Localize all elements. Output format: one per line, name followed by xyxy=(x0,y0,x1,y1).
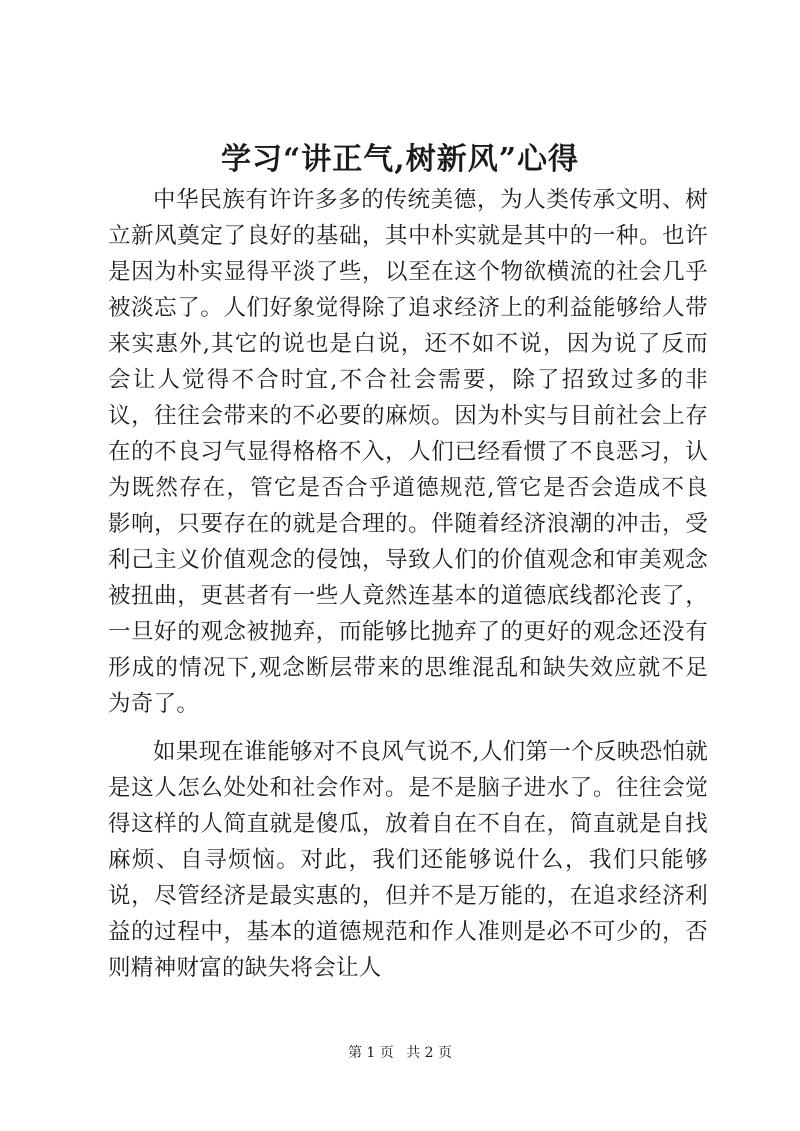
page-footer xyxy=(0,1043,800,1063)
document-body xyxy=(108,182,708,986)
paragraph-2: 如果现在谁能够对不良风气说不,人们第一个反映恐怕就是这人怎么处处和社会作对。是不是脑子进水了。往往会觉得这样的人简直就是傻瓜，放着自在不自在，简直就是自找麻烦、自寻烦恼。对此，我们还能够说什么，我们只能够说，尽管经济是最实惠的，但并不是万能的，在追求经济利益的过程中，基本的道德规范和作人准则是必不可少的，否则精神财富的缺失将会让人 xyxy=(108,739,708,981)
page-number: 第 1 页 xyxy=(347,1045,394,1061)
page-count: 共 2 页 xyxy=(406,1045,453,1061)
document-title: 学习“讲正气,树新风”心得 xyxy=(221,142,579,177)
paragraph-1: 中华民族有许许多多的传统美德，为人类传承文明、树立新风奠定了良好的基础，其中朴实就是其中的一种。也许是因为朴实显得平淡了些，以至在这个物欲横流的社会几乎被淡忘了。人们好象觉得除了追求经济上的利益能够给人带来实惠外,其它的说也是白说，还不如不说，因为说了反而会让人觉得不合时宜,不合社会需要，除了招致过多的非议，往往会带来的不必要的麻烦。因为朴实与目前社会上存在的不良习气显得格格不入，人们已经看惯了不良恶习，认为既然存在，管它是否合乎道德规范,管它是否会造成不良影响，只要存在的就是合理的。伴随着经济浪潮的冲击，受利己主义价值观念的侵蚀，导致人们的价值观念和审美观念被扭曲，更甚者有一些人竟然连基本的道德底线都沦丧了，一旦好的观念被抛弃，而能够比抛弃了的更好的观念还没有形成的情况下,观念断层带来的思维混乱和缺失效应就不足为奇了。 xyxy=(108,187,708,717)
